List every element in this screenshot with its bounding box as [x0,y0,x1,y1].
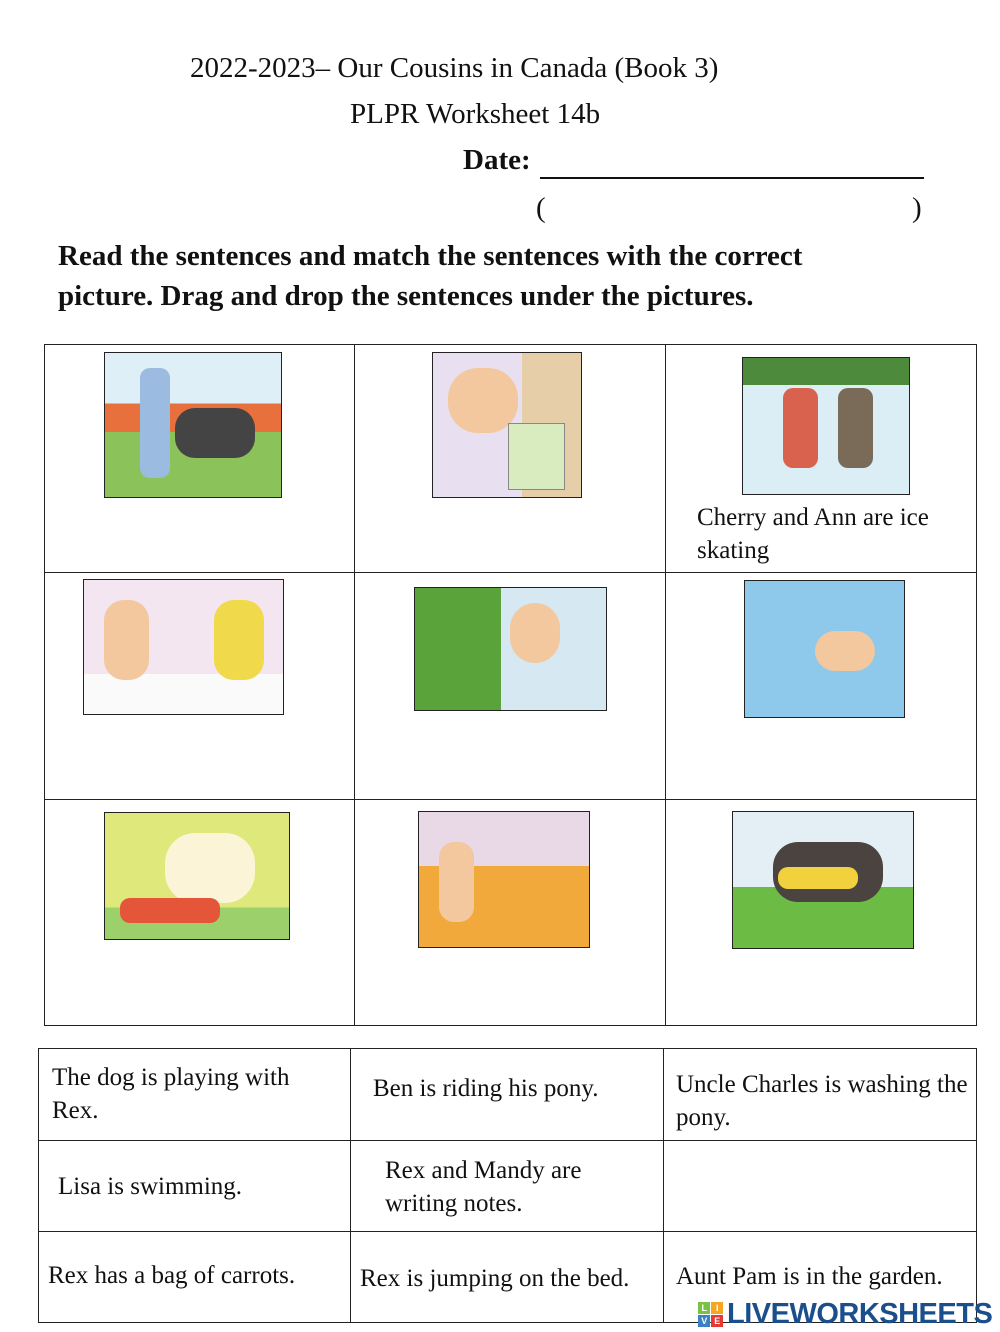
sentence-aunt-garden[interactable]: Aunt Pam is in the garden. [676,1263,943,1290]
instruction-line-1: Read the sentences and match the sentences with the correct [58,240,803,272]
picture-girls-ice-skating [742,357,910,495]
paren-open: ( [536,192,546,224]
picture-girl-swimming [744,580,905,718]
bank-cell [663,1140,977,1232]
picture-children-writing [83,579,284,715]
logo-blocks-icon: L I V E [698,1302,723,1327]
sentence-writing-notes[interactable]: Rex and Mandy are writing notes. [385,1157,582,1217]
instruction-line-2: picture. Drag and drop the sentences under the pictures. [58,280,754,312]
sentence-jumping-bed[interactable]: Rex is jumping on the bed. [360,1265,630,1292]
placed-sentence[interactable]: Cherry and Ann are ice skating [697,504,929,564]
paren-close: ) [912,192,922,224]
sentence-carrots[interactable]: Rex has a bag of carrots. [48,1262,296,1289]
sentence-uncle-washing[interactable]: Uncle Charles is washing the pony. [676,1071,968,1131]
liveworksheets-logo [698,1298,992,1331]
worksheet-title: 2022-2023– Our Cousins in Canada (Book 3) [190,52,719,84]
sentence-lisa-swimming[interactable]: Lisa is swimming. [58,1173,243,1200]
date-input[interactable] [540,145,924,179]
sentence-ben-riding[interactable]: Ben is riding his pony. [373,1075,599,1102]
picture-dog-playing [104,812,290,940]
date-label: Date: [463,144,531,176]
worksheet-subtitle: PLPR Worksheet 14b [350,98,601,130]
picture-boy-jumping-bed [418,811,590,948]
logo-text: LIVEWORKSHEETS [727,1298,993,1330]
picture-woman-gardening [414,587,607,711]
sentence-dog-playing[interactable]: The dog is playing with Rex. [52,1064,290,1124]
picture-man-washing-pony [732,811,914,949]
picture-boy-with-carrots [432,352,582,498]
picture-boy-with-pony [104,352,282,498]
